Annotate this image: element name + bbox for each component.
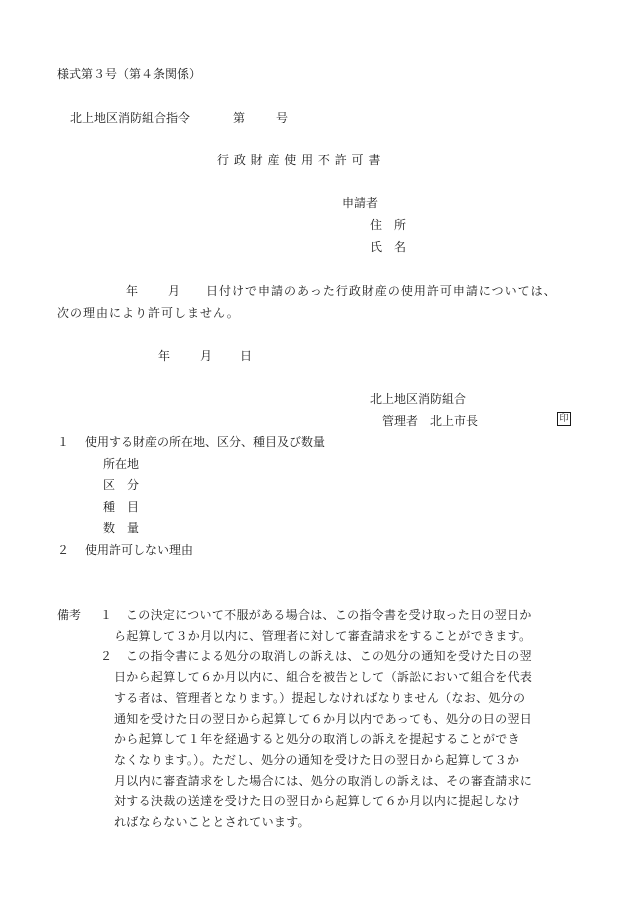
remark2-line: 月以内に審査請求をした場合には、処分の取消しの訴えは、その審査請求に [114,774,533,788]
section2-title: 使用許可しない理由 [85,543,194,557]
section1-title: 使用する財産の所在地、区分、種目及び数量 [85,435,326,449]
remarks-label: 備考 [57,608,82,622]
sender-role: 管理者 北上市長 [382,414,479,428]
date-year: 年 [158,349,171,363]
remark1-line: この決定について不服がある場合は、この指令書を受け取った日の翌日か [126,608,532,622]
remark2-line: する者は、管理者となります。）提起しなければなりません（なお、処分の [114,691,526,705]
page-title: 行 政 財 産 使 用 不 許 可 書 [217,153,381,167]
sender-org: 北上地区消防組合 [370,392,467,406]
remark2-line: 日から起算して６か月以内に、組合を被告として（訴訟において組合を代表 [114,670,533,684]
applicant-name-label: 氏 名 [370,240,407,254]
form-label: 様式第３号（第４条関係） [57,67,202,81]
section2-number: ２ [57,543,70,557]
remark2-line: 通知を受けた日の翌日から起算して６か月以内であっても、処分の日の翌日 [114,712,533,726]
body-year: 年 [126,284,139,298]
remark1-number: １ [100,608,113,622]
body-line1: 日付けで申請のあった行政財産の使用許可申請については、 [206,284,557,298]
seal-mark: 印 [557,412,571,426]
remark1-line: ら起算して３か月以内に、管理者に対して審査請求をすることができます。 [114,629,532,643]
section1-item-quantity: 数 量 [103,521,140,535]
doc-number-dai: 第 [233,111,246,125]
section1-item-location: 所在地 [103,457,140,471]
applicant-address-label: 住 所 [370,218,407,232]
remark2-line: この指令書による処分の取消しの訴えは、この処分の通知を受けた日の翌 [126,649,532,663]
section1-item-type: 種 目 [103,500,140,514]
remark2-line: から起算して１年を経過すると処分の取消しの訴えを提起することができ [114,732,520,746]
doc-number-go: 号 [276,111,289,125]
date-month: 月 [200,349,213,363]
section1-item-category: 区 分 [103,478,140,492]
date-day: 日 [240,349,253,363]
remark2-number: ２ [100,649,113,663]
remark2-line: ればならないこととされています。 [114,815,310,829]
section1-number: １ [57,435,70,449]
applicant-label: 申請者 [342,196,379,210]
remark2-line: なくなります。）。ただし、処分の通知を受けた日の翌日から起算して３か [114,753,520,767]
doc-issuer: 北上地区消防組合指令 [70,111,191,125]
body-line2: 次の理由により許可しません。 [57,306,240,320]
body-month: 月 [168,284,181,298]
remark2-line: 対する決裁の送達を受けた日の翌日から起算して６か月以内に提起しなけ [114,794,520,808]
